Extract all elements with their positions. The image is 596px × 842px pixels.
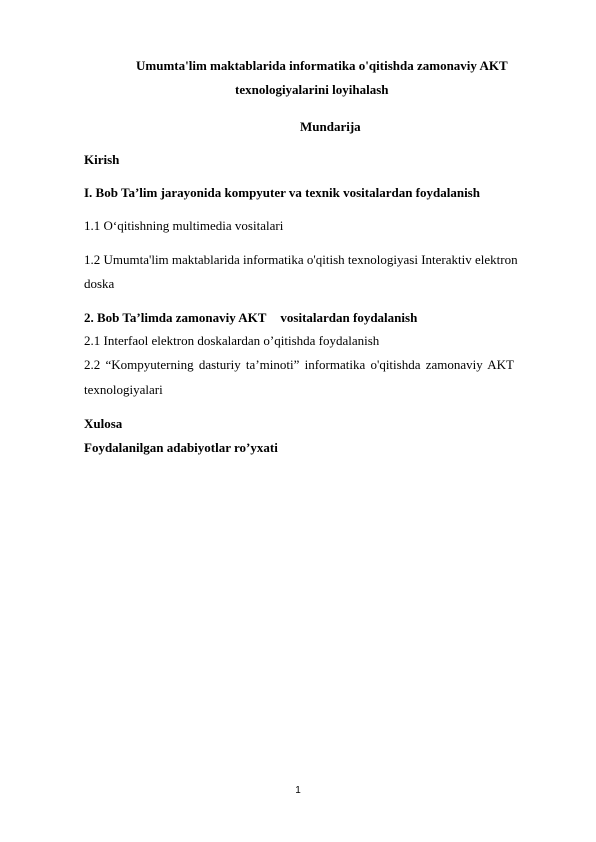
toc-conclusion: Xulosa [84,416,123,431]
document-title-line2: texnologiyalarini loyihalash [235,82,389,97]
document-title-line1: Umumta'lim maktablarida informatika o'qitishda zamonaviy AKT [136,58,508,73]
toc-section-1-2-line2: doska [84,276,115,291]
page-number: 1 [295,785,301,796]
toc-section-1-2-line1: 1.2 Umumta'lim maktablarida informatika o'qitish texnologiyasi Interaktiv elektron [84,252,518,267]
toc-references: Foydalanilgan adabiyotlar ro’yxati [84,440,278,455]
toc-chapter2-title-part1: 2. Bob Ta’limda zamonaviy AKT [84,310,267,325]
toc-section-1-1: 1.1 O‘qitishning multimedia vositalari [84,218,284,233]
toc-chapter1-title: I. Bob Ta’lim jarayonida kompyuter va texnik vositalardan foydalanish [84,185,480,200]
toc-section-2-1: 2.1 Interfaol elektron doskalardan o’qitishda foydalanish [84,333,380,348]
toc-chapter2-title [84,310,417,326]
toc-heading: Mundarija [300,119,361,134]
toc-section-2-2-line1: 2.2 “Kompyuterning dasturiy ta’minoti” informatika o'qitishda zamonaviy AKT [84,357,514,372]
toc-section-2-2-line2: texnologiyalari [84,382,163,397]
toc-intro: Kirish [84,152,120,167]
toc-chapter2-title-part2: vositalardan foydalanish [280,310,418,325]
